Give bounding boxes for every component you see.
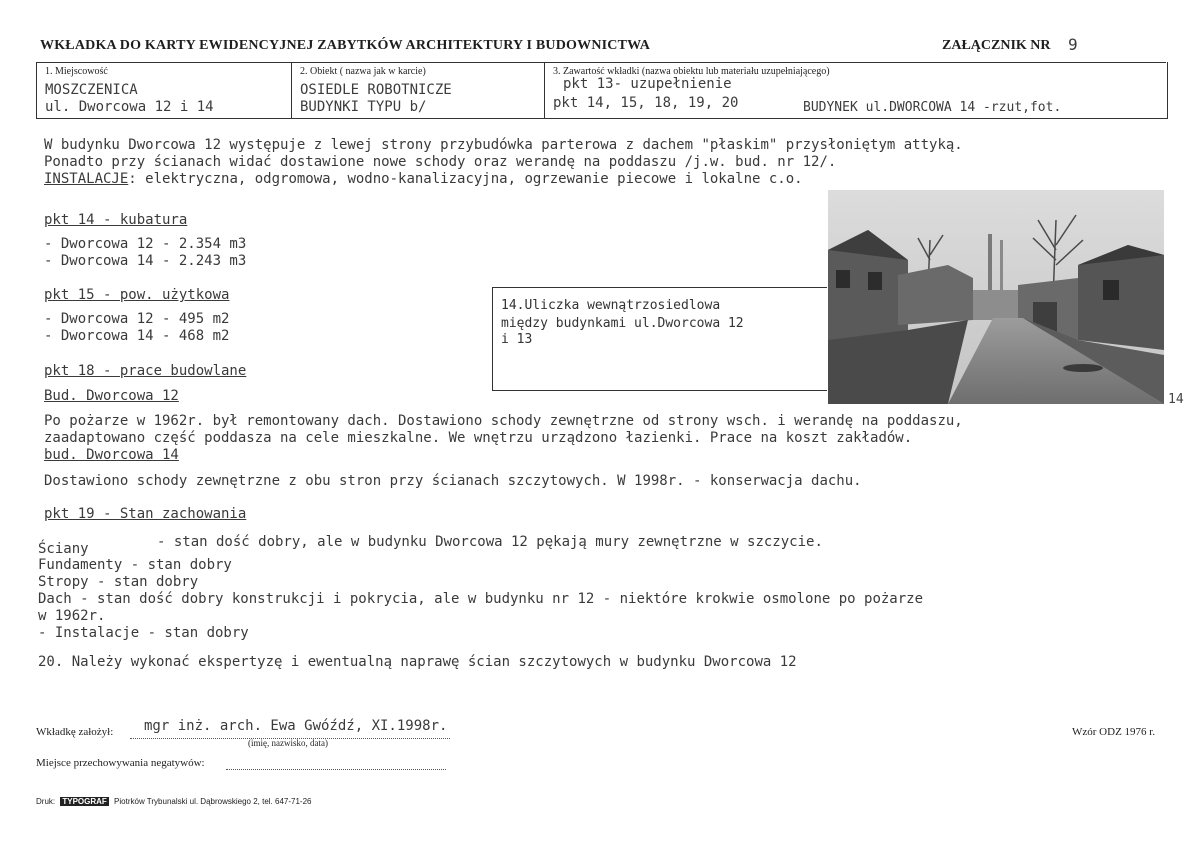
- place-label: 1. Miejscowość: [45, 66, 108, 77]
- installations-line: [44, 171, 803, 187]
- ceilings-condition: Stropy - stan dobry: [38, 574, 199, 590]
- intro-line1: W budynku Dworcowa 12 występuje z lewej strony przybudówka parterowa z dachem "płaskim" przysłoniętym attyką.: [44, 137, 963, 153]
- installations-label: INSTALACJE: [44, 171, 129, 187]
- photo-caption-box: [492, 287, 827, 391]
- field-content: [544, 62, 1168, 119]
- pkt15-item-a: - Dworcowa 12 - 495 m2: [44, 311, 230, 327]
- caption-line1: 14.Uliczka wewnątrzosiedlowa: [501, 298, 721, 313]
- author-hint: (imię, nazwisko, data): [248, 738, 328, 748]
- print-info: [36, 797, 311, 806]
- roof-condition-line2: w 1962r.: [38, 608, 106, 624]
- caption-line3: i 13: [501, 332, 533, 347]
- pkt15-item-b: - Dworcowa 14 - 468 m2: [44, 328, 230, 344]
- negatives-label: Miejsce przechowywania negatywów:: [36, 757, 205, 769]
- bud12-label: Bud. Dworcowa 12: [44, 388, 179, 404]
- field-object: [291, 62, 544, 119]
- bud14-label: bud. Dworcowa 14: [44, 447, 179, 463]
- card-title: WKŁADKA DO KARTY EWIDENCYJNEJ ZABYTKÓW ARCHITEKTURY I BUDOWNICTWA: [40, 38, 651, 53]
- negatives-dotted-line: [226, 769, 446, 770]
- bud12-line2: zaadaptowano część poddasza na cele mieszkalne. We wnętrzu urządzono łazienki. Prace na koszt zakładów.: [44, 430, 913, 446]
- street-photo: [828, 190, 1164, 404]
- pkt19-heading: pkt 19 - Stan zachowania: [44, 506, 247, 522]
- bud12-line1: Po pożarze w 1962r. był remontowany dach. Dostawiono schody zewnętrzne od strony wsch. i werandę na poddaszu,: [44, 413, 963, 429]
- annex-number: 9: [1068, 35, 1078, 54]
- walls-condition: - stan dość dobry, ale w budynku Dworcowa 12 pękają mury zewnętrzne w szczycie.: [157, 534, 823, 550]
- pkt14-item-a: - Dworcowa 12 - 2.354 m3: [44, 236, 247, 252]
- print-label: Druk:: [36, 797, 56, 806]
- printer-logo: TYPOGRAF: [62, 797, 107, 806]
- form-model: Wzór ODZ 1976 r.: [1072, 726, 1156, 738]
- installations-text: : elektryczna, odgromowa, wodno-kanalizacyjna, ogrzewanie piecowe i lokalne c.o.: [128, 171, 803, 187]
- object-label: 2. Obiekt ( nazwa jak w karcie): [300, 66, 426, 77]
- pkt20-recommendation: 20. Należy wykonać ekspertyzę i ewentualną naprawę ścian szczytowych w budynku Dworcowa 12: [38, 654, 797, 670]
- pkt15-heading: pkt 15 - pow. użytkowa: [44, 287, 230, 303]
- author-value: mgr inż. arch. Ewa Gwóźdź, XI.1998r.: [144, 718, 448, 734]
- content-line3: BUDYNEK ul.DWORCOWA 14 -rzut,fot.: [803, 100, 1062, 115]
- photo-number: 14: [1168, 392, 1184, 407]
- printer-text: Piotrków Trybunalski ul. Dąbrowskiego 2, tel. 647-71-26: [114, 797, 312, 806]
- roof-condition-line1: Dach - stan dość dobry konstrukcji i pokrycia, ale w budynku nr 12 - niektóre krokwie osmolone po pożarze: [38, 591, 924, 607]
- content-line1: pkt 13- uzupełnienie: [563, 76, 732, 92]
- place-line1: MOSZCZENICA: [45, 82, 138, 98]
- pkt14-item-b: - Dworcowa 14 - 2.243 m3: [44, 253, 247, 269]
- field-place: [36, 62, 291, 119]
- street-photo-image: [828, 190, 1164, 404]
- pkt18-heading: pkt 18 - prace budowlane: [44, 363, 247, 379]
- caption-line2: między budynkami ul.Dworcowa 12: [501, 316, 744, 331]
- content-label: 3. Zawartość wkładki (nazwa obiektu lub materiału uzupełniającego): [553, 66, 830, 77]
- pkt14-heading: pkt 14 - kubatura: [44, 212, 188, 228]
- place-line2: ul. Dworcowa 12 i 14: [45, 99, 214, 115]
- bud14-line: Dostawiono schody zewnętrzne z obu stron przy ścianach szczytowych. W 1998r. - konserwacja dachu.: [44, 473, 862, 489]
- content-line2: pkt 14, 15, 18, 19, 20: [553, 95, 739, 111]
- intro-line2: Ponadto przy ścianach widać dostawione nowe schody oraz werandę na poddaszu /j.w. bud. nr 12/.: [44, 154, 837, 170]
- installations-condition: - Instalacje - stan dobry: [38, 625, 249, 641]
- walls-label: Ściany: [38, 541, 89, 557]
- author-label: Wkładkę założył:: [36, 726, 114, 738]
- object-line2: BUDYNKI TYPU b/: [300, 99, 427, 115]
- object-line1: OSIEDLE ROBOTNICZE: [300, 82, 452, 98]
- foundations-condition: Fundamenty - stan dobry: [38, 557, 232, 573]
- annex-label: ZAŁĄCZNIK NR: [942, 38, 1051, 53]
